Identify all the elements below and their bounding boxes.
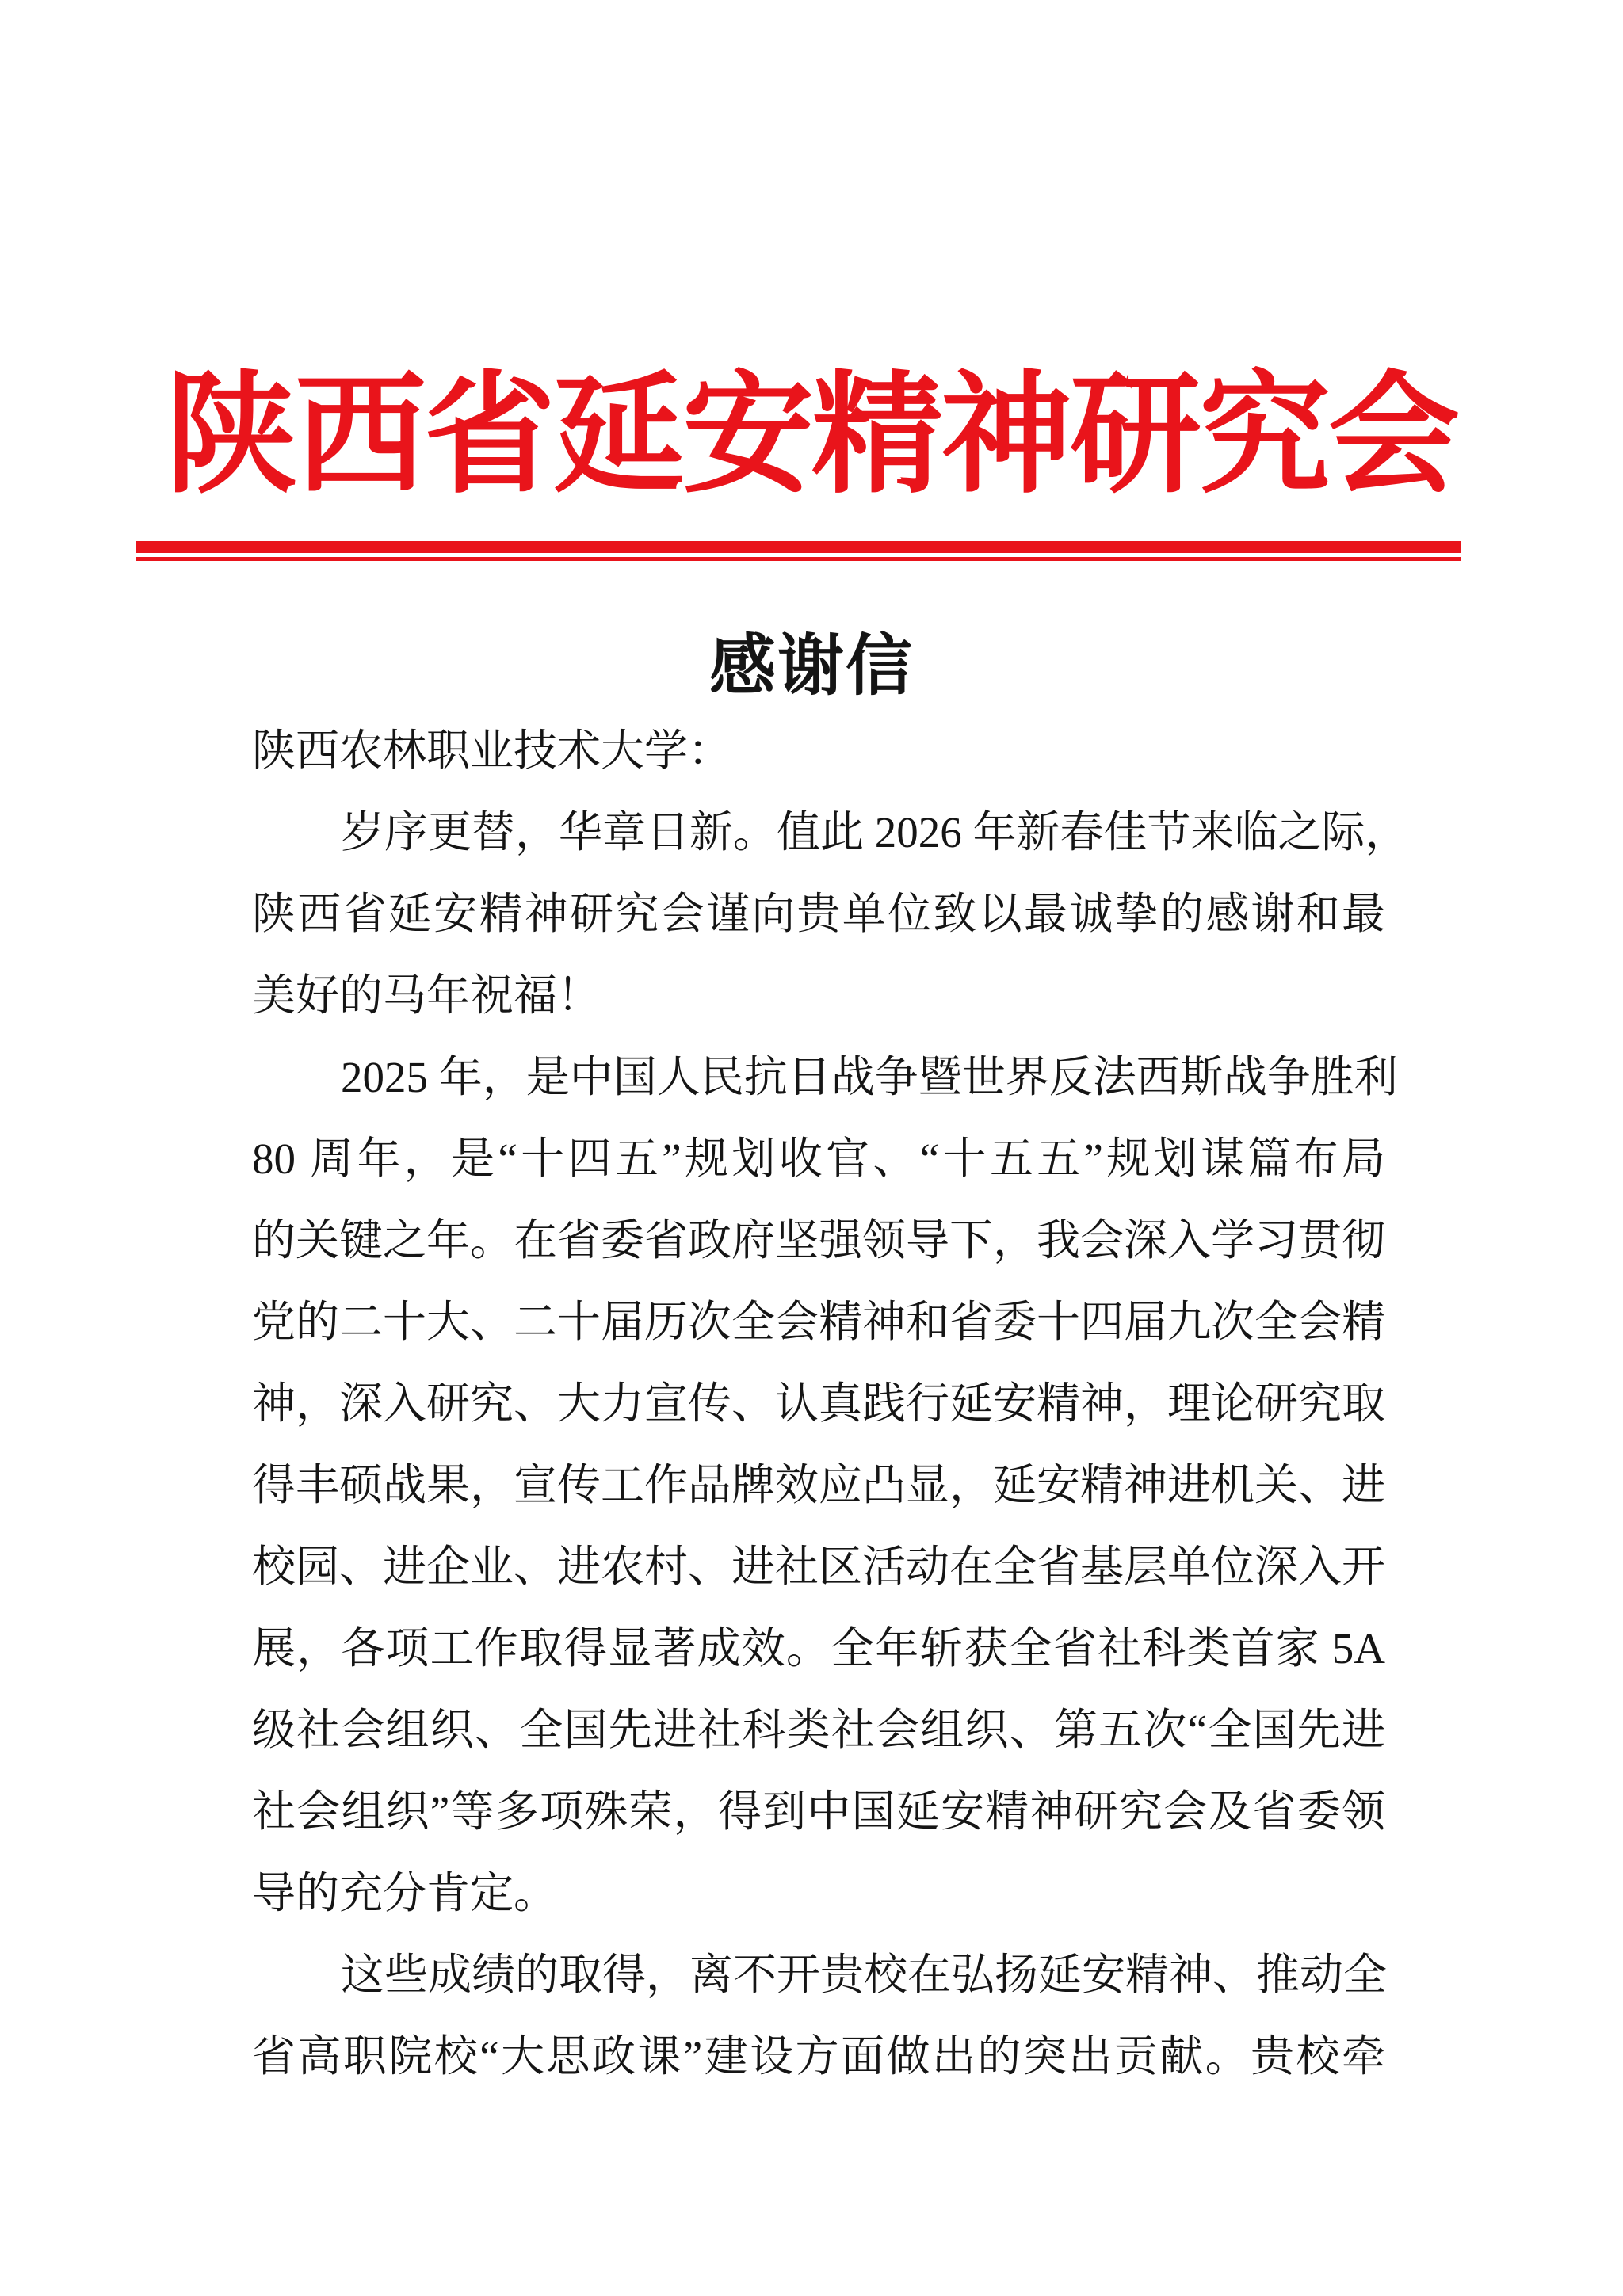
paragraph-line: 导的充分肯定。 (252, 1869, 558, 1917)
paragraph-line: 80 周年，是“十四五”规划收官、“十五五”规划谋篇布局 (252, 1135, 1385, 1183)
salutation: 陕西农林职业技术大学： (252, 727, 732, 775)
paragraph-line: 校园、进企业、进农村、进社区活动在全省基层单位深入开 (252, 1543, 1386, 1591)
paragraph-line: 陕西省延安精神研究会谨向贵单位致以最诚挚的感谢和最 (252, 890, 1385, 938)
paragraph-line: 省高职院校“大思政课”建设方面做出的突出贡献。贵校牵 (252, 2032, 1385, 2081)
header-rule-thin (136, 557, 1461, 561)
paragraph-line: 级社会组织、全国先进社科类社会组织、第五次“全国先进 (252, 1706, 1385, 1754)
paragraph-1 (252, 791, 1409, 1036)
paragraph-line: 神，深入研究、大力宣传、认真践行延安精神，理论研究取 (252, 1379, 1386, 1428)
paragraph-2 (252, 1036, 1398, 1934)
paragraph-line: 2025 年，是中国人民抗日战争暨世界反法西斯战争胜利 (341, 1053, 1398, 1101)
paragraph-line: 得丰硕战果，宣传工作品牌效应凸显，延安精神进机关、进 (252, 1461, 1386, 1509)
letter-title: 感谢信 (708, 630, 914, 704)
header-rule-thick (136, 541, 1461, 553)
org-name-header: 陕西省延安精神研究会 (166, 363, 1457, 509)
paragraph-line: 社会组织”等多项殊荣，得到中国延安精神研究会及省委领 (252, 1787, 1385, 1836)
paragraph-line: 党的二十大、二十届历次全会精神和省委十四届九次全会精 (252, 1298, 1386, 1346)
paragraph-line: 岁序更替，华章日新。值此 2026 年新春佳节来临之际， (341, 808, 1409, 856)
letter-body (252, 710, 1409, 2097)
paragraph-line: 展，各项工作取得显著成效。全年斩获全省社科类首家 5A (252, 1624, 1385, 1672)
paragraph-line: 的关键之年。在省委省政府坚强领导下，我会深入学习贯彻 (252, 1216, 1386, 1264)
paragraph-line: 美好的马年祝福！ (252, 971, 601, 1020)
paragraph-line: 这些成绩的取得，离不开贵校在弘扬延安精神、推动全 (341, 1951, 1388, 1999)
paragraph-3 (252, 1934, 1388, 2097)
